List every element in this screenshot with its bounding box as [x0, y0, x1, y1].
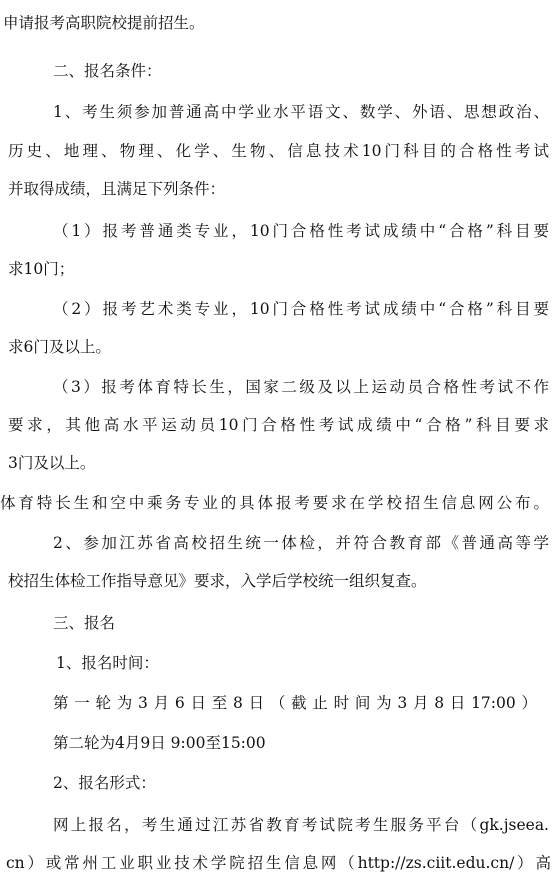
condition-3-line-3: 3门及以上。: [8, 454, 96, 472]
condition-3-line-2: 要求，其他高水平运动员10门合格性考试成绩中“合格”科目要求: [8, 416, 549, 434]
text-line-1: 申请报考高职院校提前招生。: [3, 14, 205, 32]
second-round-line: 第二轮为4月9日 9:00至15:00: [53, 734, 266, 752]
paragraph-line-3: 1、考生须参加普通高中学业水平语文、数学、外语、思想政治、: [53, 103, 549, 121]
paragraph-line-5: 并取得成绩，且满足下列条件：: [8, 180, 226, 198]
registration-form-heading: 2、报名形式：: [53, 774, 156, 792]
section-heading-3: 三、报名: [53, 614, 116, 632]
section-heading-2: 二、报名条件：: [53, 62, 162, 80]
condition-1-line-2: 求10门；: [8, 260, 75, 278]
physical-exam-line-2: 校招生体检工作指导意见》要求，入学后学校统一组织复查。: [8, 572, 427, 590]
condition-3-line-1: （3）报考体育特长生，国家二级及以上运动员合格性考试不作: [53, 378, 549, 396]
registration-form-line-2: cn）或常州工业职业技术学院招生信息网（http://zs.ciit.edu.cn/）高: [6, 854, 551, 872]
registration-time-heading: 1、报名时间：: [56, 654, 159, 672]
first-round-line: 第一轮为3月6日至8日（截止时间为3月8日17:00）: [53, 694, 537, 712]
condition-2-line-2: 求6门及以上。: [8, 338, 111, 356]
physical-exam-line-1: 2、参加江苏省高校招生统一体检，并符合教育部《普通高等学: [53, 534, 549, 552]
paragraph-line-4: 历史、地理、物理、化学、生物、信息技术10门科目的合格性考试: [8, 142, 549, 160]
special-requirements-line: 体育特长生和空中乘务专业的具体报考要求在学校招生信息网公布。: [0, 494, 549, 512]
condition-2-line-1: （2）报考艺术类专业，10门合格性考试成绩中“合格”科目要: [53, 300, 549, 318]
registration-form-line-1: 网上报名，考生通过江苏省教育考试院考生服务平台（gk.jseea.: [53, 816, 549, 834]
condition-1-line-1: （1）报考普通类专业，10门合格性考试成绩中“合格”科目要: [53, 222, 549, 240]
